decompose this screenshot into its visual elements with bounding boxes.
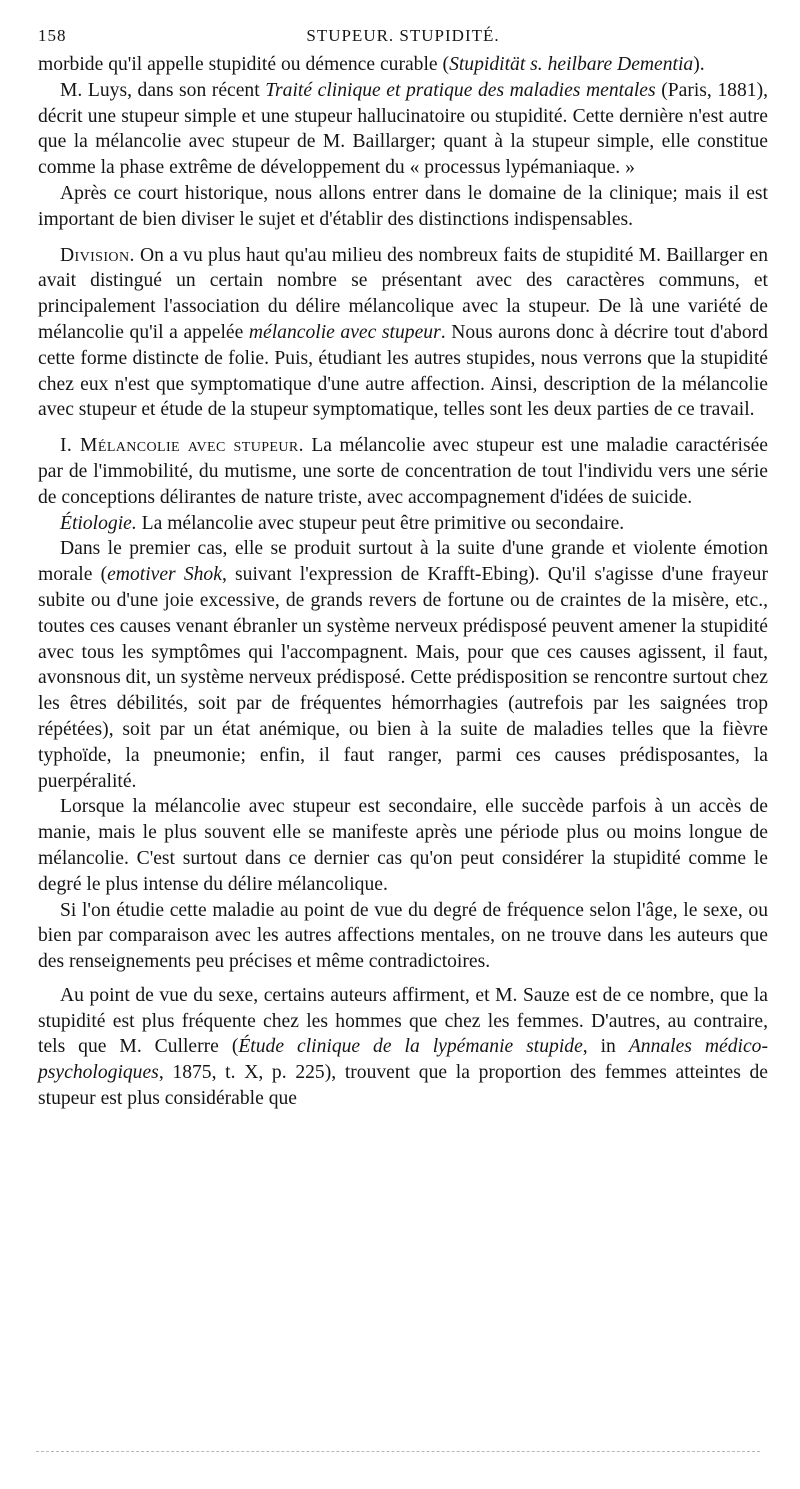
paragraph-frequence: Si l'on étudie cette maladie au point de vue du degré de fréquence selon l'âge, le sexe, ou bien par comparaison avec les autres affections mentales, on ne trouve dans les auteurs que des renseignements peu précises et même contradictoires. [38, 899, 768, 973]
paragraph-sexe [38, 983, 768, 1112]
paragraph-3: Après ce court historique, nous allons entrer dans le domaine de la clinique; mais il est important de bien diviser le sujet et d'établir des distinctions indispensables. [38, 182, 768, 230]
paragraph-division [38, 243, 768, 424]
section-heading-division: Division. [60, 244, 135, 266]
text-run: , 1875, t. X, p. 225), trouvent que la proportion des femmes atteintes de stupeur est plus considérable que [38, 1062, 768, 1110]
text-run: morbide qu'il appelle stupidité ou démence curable ( [38, 54, 450, 75]
italic-run: mélancolie avec stupeur [248, 321, 441, 343]
book-page [38, 26, 768, 1112]
text-run: La mélancolie avec stupeur est une maladie caractérisée par de l'immobilité, du mutisme, une sorte de concentration de tout l'individu vers une série de conceptions délirantes de nature triste, avec accompagnement d'idées de suicide. [38, 435, 768, 508]
text-run: (Paris, 1881), décrit une stupeur simple et une stupeur hallucinatoire ou stupidité. Cette dernière n'est autre que la mélancolie avec stupeur de M. Baillarger; quant à la stupeur simple, elle constitue comme la phase extrême de développement du « processus lypémaniaque. » [38, 79, 768, 179]
text-run: Dans le premier cas, elle se produit surtout à la suite d'une grande et violente émotion morale ( [38, 538, 768, 586]
paragraph-1 [38, 52, 768, 78]
italic-run: Étude clinique de la lypémanie stupide [238, 1036, 583, 1058]
italic-run: Traité clinique et pratique des maladies mentales [265, 79, 656, 101]
paragraph-etiologie [38, 511, 768, 537]
text-run: Au point de vue du sexe, certains auteurs affirment, et M. Sauze est de ce nombre, que la stupidité est plus fréquente chez les hommes que chez les femmes. D'autres, au contraire, tels que M. Cullerre ( [38, 984, 768, 1058]
text-run: On a vu plus haut qu'au milieu des nombreux faits de stupidité M. Baillarger en avait distingué un certain nombre se présentant avec des caractères communs, et principalement l'association du délire mélancolique avec la stupeur. De là une variété de mélancolie qu'il a appelée [38, 244, 768, 343]
text-run: , in [582, 1036, 629, 1058]
text-run: , suivant l'expression de Krafft-Ebing). Qu'il s'agisse d'une frayeur subite ou d'une joie excessive, de grands revers de fortune ou de craintes de la misère, etc., toutes ces causes venant ébranler un système nerveux prédisposé peuvent amener la stupidité avec tous les symptômes qui l'accompagnent. Mais, pour que ces causes agissent, il faut, avonsnous dit, un système nerveux prédisposé. Cette prédisposition se rencontre surtout chez les êtres débilités, soit par de fréquentes hémorrhagies (autrefois par les saignées trop répétées), soit par un état anémique, ou bien à la suite de maladies telles que la fièvre typhoïde, la pneumonie; enfin, il faut ranger, parmi ces causes prédisposantes, la puerpéralité. [38, 564, 768, 792]
text-run: ). [693, 54, 705, 75]
italic-run: emotiver Shok [107, 564, 222, 586]
italic-run: Stupidität s. heilbare Dementia [449, 54, 694, 75]
section-heading-melancolie: I. Mélancolie avec stupeur. [60, 435, 304, 457]
italic-run: Annales médico-psychologiques [38, 1036, 768, 1084]
paragraph-premier-cas [38, 536, 768, 794]
paragraph-melancolie [38, 433, 768, 510]
running-title: STUPEUR. STUPIDITÉ. [306, 26, 500, 45]
text-run: . Nous aurons donc à décrire tout d'abord cette forme distincte de folie. Puis, étudiant les autres stupides, nous verrons que la stupidité chez eux n'est que symptomatique d'une autre affection. Ainsi, description de la mélancolie avec stupeur et étude de la stupeur symptomatique, telles sont les deux parties de ce travail. [38, 321, 768, 421]
text-run: La mélancolie avec stupeur peut être primitive ou secondaire. [136, 512, 625, 534]
bottom-rule [36, 1451, 760, 1452]
subheading-etiologie: Étiologie. [60, 512, 137, 534]
page-header [38, 26, 768, 52]
text-run: M. Luys, dans son récent [60, 79, 266, 101]
paragraph-2 [38, 78, 768, 181]
paragraph-secondaire: Lorsque la mélancolie avec stupeur est secondaire, elle succède parfois à un accès de manie, mais le plus souvent elle se manifeste après une période plus ou moins longue de mélancolie. C'est surtout dans ce dernier cas qu'on peut considérer la stupidité comme le degré le plus intense du délire mélancolique. [38, 796, 768, 895]
page-number: 158 [38, 26, 67, 45]
